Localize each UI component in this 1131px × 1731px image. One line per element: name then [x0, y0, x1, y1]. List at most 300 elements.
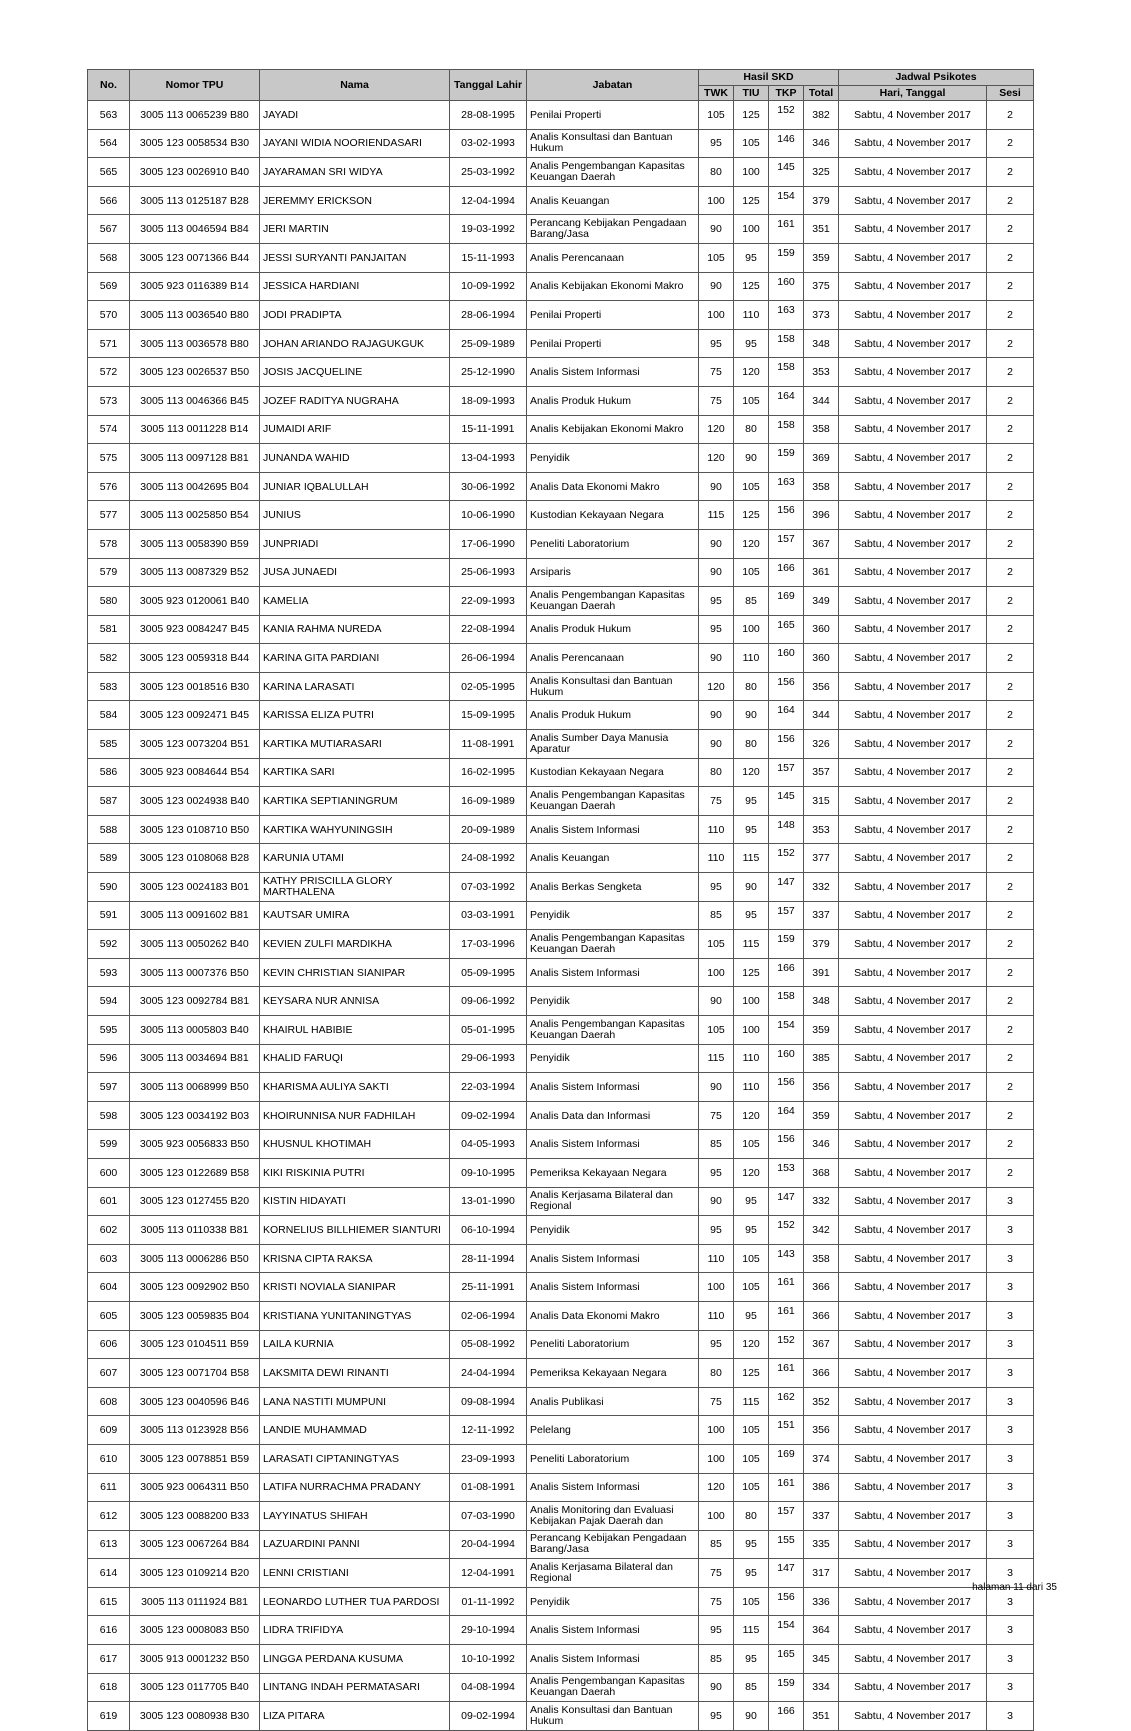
cell-jabatan: Penyidik: [527, 987, 699, 1016]
cell-total: 353: [804, 815, 839, 844]
cell-no: 601: [88, 1187, 130, 1216]
table-row: [88, 1473, 1034, 1502]
cell-hari-tanggal: Sabtu, 4 November 2017: [839, 1130, 987, 1159]
cell-tiu: 105: [734, 1444, 769, 1473]
cell-tiu: 85: [734, 587, 769, 616]
cell-tkp: 155: [769, 1530, 804, 1559]
cell-sesi: 2: [987, 930, 1034, 959]
cell-total: 335: [804, 1530, 839, 1559]
cell-hari-tanggal: Sabtu, 4 November 2017: [839, 243, 987, 272]
cell-nama: KEYSARA NUR ANNISA: [260, 987, 450, 1016]
cell-sesi: 2: [987, 101, 1034, 130]
cell-no: 574: [88, 415, 130, 444]
cell-twk: 75: [699, 1587, 734, 1616]
table-row: [88, 186, 1034, 215]
cell-nomor-tpu: 3005 123 0092784 B81: [130, 987, 260, 1016]
cell-no: 617: [88, 1645, 130, 1674]
cell-tkp: 152: [769, 101, 804, 130]
cell-sesi: 2: [987, 644, 1034, 673]
cell-sesi: 2: [987, 272, 1034, 301]
cell-tiu: 100: [734, 987, 769, 1016]
cell-nomor-tpu: 3005 113 0123928 B56: [130, 1416, 260, 1445]
cell-nomor-tpu: 3005 923 0084644 B54: [130, 758, 260, 787]
cell-tiu: 95: [734, 787, 769, 816]
cell-nomor-tpu: 3005 123 0127455 B20: [130, 1187, 260, 1216]
cell-jabatan: Analis Konsultasi dan Bantuan Hukum: [527, 1702, 699, 1731]
cell-tiu: 115: [734, 1616, 769, 1645]
cell-no: 576: [88, 472, 130, 501]
cell-no: 587: [88, 787, 130, 816]
cell-tiu: 125: [734, 501, 769, 530]
cell-hari-tanggal: Sabtu, 4 November 2017: [839, 1673, 987, 1702]
cell-nama: JOZEF RADITYA NUGRAHA: [260, 386, 450, 415]
cell-no: 570: [88, 301, 130, 330]
cell-no: 588: [88, 815, 130, 844]
cell-no: 583: [88, 672, 130, 701]
cell-sesi: 2: [987, 243, 1034, 272]
cell-nomor-tpu: 3005 123 0067264 B84: [130, 1530, 260, 1559]
cell-hari-tanggal: Sabtu, 4 November 2017: [839, 1587, 987, 1616]
cell-nomor-tpu: 3005 123 0092902 B50: [130, 1273, 260, 1302]
cell-twk: 85: [699, 1645, 734, 1674]
cell-sesi: 2: [987, 501, 1034, 530]
cell-sesi: 2: [987, 1101, 1034, 1130]
cell-total: 374: [804, 1444, 839, 1473]
cell-nama: KATHY PRISCILLA GLORY MARTHALENA: [260, 873, 450, 902]
cell-sesi: 3: [987, 1530, 1034, 1559]
cell-tiu: 110: [734, 1044, 769, 1073]
cell-hari-tanggal: Sabtu, 4 November 2017: [839, 1416, 987, 1445]
cell-total: 326: [804, 730, 839, 759]
cell-sesi: 2: [987, 215, 1034, 244]
cell-tanggal-lahir: 12-04-1994: [450, 186, 527, 215]
cell-tanggal-lahir: 15-11-1993: [450, 243, 527, 272]
cell-nama: LEONARDO LUTHER TUA PARDOSI: [260, 1587, 450, 1616]
cell-nama: KISTIN HIDAYATI: [260, 1187, 450, 1216]
cell-twk: 120: [699, 1473, 734, 1502]
cell-twk: 75: [699, 1387, 734, 1416]
cell-nomor-tpu: 3005 113 0050262 B40: [130, 930, 260, 959]
cell-twk: 75: [699, 1101, 734, 1130]
cell-total: 342: [804, 1216, 839, 1245]
cell-no: 589: [88, 844, 130, 873]
cell-tkp: 161: [769, 1301, 804, 1330]
cell-twk: 95: [699, 1702, 734, 1731]
cell-total: 353: [804, 358, 839, 387]
cell-sesi: 2: [987, 730, 1034, 759]
table-row: [88, 1444, 1034, 1473]
header-tiu: TIU: [734, 86, 769, 101]
cell-nama: KIKI RISKINIA PUTRI: [260, 1158, 450, 1187]
cell-hari-tanggal: Sabtu, 4 November 2017: [839, 472, 987, 501]
cell-hari-tanggal: Sabtu, 4 November 2017: [839, 501, 987, 530]
cell-nomor-tpu: 3005 123 0088200 B33: [130, 1502, 260, 1531]
cell-sesi: 2: [987, 844, 1034, 873]
cell-total: 360: [804, 644, 839, 673]
cell-total: 357: [804, 758, 839, 787]
cell-twk: 100: [699, 301, 734, 330]
cell-total: 385: [804, 1044, 839, 1073]
cell-no: 618: [88, 1673, 130, 1702]
cell-hari-tanggal: Sabtu, 4 November 2017: [839, 1502, 987, 1531]
cell-tiu: 90: [734, 1702, 769, 1731]
cell-total: 366: [804, 1359, 839, 1388]
cell-jabatan: Analis Sistem Informasi: [527, 1073, 699, 1102]
cell-tanggal-lahir: 15-11-1991: [450, 415, 527, 444]
table-row: [88, 987, 1034, 1016]
cell-tanggal-lahir: 24-04-1994: [450, 1359, 527, 1388]
cell-jabatan: Analis Sistem Informasi: [527, 815, 699, 844]
cell-jabatan: Analis Monitoring dan Evaluasi Kebijakan Pajak Daerah dan: [527, 1502, 699, 1531]
cell-sesi: 3: [987, 1273, 1034, 1302]
cell-tiu: 105: [734, 472, 769, 501]
cell-total: 351: [804, 1702, 839, 1731]
cell-hari-tanggal: Sabtu, 4 November 2017: [839, 558, 987, 587]
cell-nomor-tpu: 3005 123 0078851 B59: [130, 1444, 260, 1473]
cell-no: 568: [88, 243, 130, 272]
cell-nama: LAILA KURNIA: [260, 1330, 450, 1359]
cell-sesi: 3: [987, 1673, 1034, 1702]
cell-tanggal-lahir: 04-08-1994: [450, 1673, 527, 1702]
cell-tiu: 100: [734, 158, 769, 187]
cell-nama: KEVIEN ZULFI MARDIKHA: [260, 930, 450, 959]
cell-tanggal-lahir: 05-01-1995: [450, 1016, 527, 1045]
cell-nomor-tpu: 3005 123 0008083 B50: [130, 1616, 260, 1645]
cell-tkp: 164: [769, 701, 804, 730]
cell-nama: LINTANG INDAH PERMATASARI: [260, 1673, 450, 1702]
cell-total: 344: [804, 386, 839, 415]
cell-twk: 75: [699, 358, 734, 387]
cell-total: 356: [804, 1073, 839, 1102]
cell-tkp: 152: [769, 1216, 804, 1245]
cell-sesi: 3: [987, 1416, 1034, 1445]
cell-total: 360: [804, 615, 839, 644]
cell-hari-tanggal: Sabtu, 4 November 2017: [839, 1158, 987, 1187]
cell-twk: 90: [699, 1187, 734, 1216]
cell-jabatan: Peneliti Laboratorium: [527, 1330, 699, 1359]
cell-total: 352: [804, 1387, 839, 1416]
cell-tiu: 115: [734, 844, 769, 873]
cell-tanggal-lahir: 24-08-1992: [450, 844, 527, 873]
cell-twk: 90: [699, 1673, 734, 1702]
cell-no: 592: [88, 930, 130, 959]
cell-hari-tanggal: Sabtu, 4 November 2017: [839, 1301, 987, 1330]
table-row: [88, 901, 1034, 930]
cell-twk: 90: [699, 272, 734, 301]
table-row: [88, 1502, 1034, 1531]
cell-hari-tanggal: Sabtu, 4 November 2017: [839, 730, 987, 759]
cell-no: 584: [88, 701, 130, 730]
cell-twk: 100: [699, 1444, 734, 1473]
cell-nama: JESSICA HARDIANI: [260, 272, 450, 301]
cell-tkp: 160: [769, 272, 804, 301]
cell-nama: JESSI SURYANTI PANJAITAN: [260, 243, 450, 272]
cell-sesi: 2: [987, 815, 1034, 844]
table-row: [88, 587, 1034, 616]
cell-tanggal-lahir: 17-03-1996: [450, 930, 527, 959]
cell-tanggal-lahir: 05-08-1992: [450, 1330, 527, 1359]
table-row: [88, 844, 1034, 873]
cell-tiu: 95: [734, 1530, 769, 1559]
cell-tkp: 158: [769, 358, 804, 387]
cell-jabatan: Kustodian Kekayaan Negara: [527, 501, 699, 530]
cell-twk: 90: [699, 215, 734, 244]
cell-total: 391: [804, 958, 839, 987]
cell-tkp: 158: [769, 329, 804, 358]
cell-tkp: 147: [769, 1559, 804, 1588]
cell-hari-tanggal: Sabtu, 4 November 2017: [839, 215, 987, 244]
cell-sesi: 2: [987, 1130, 1034, 1159]
cell-tanggal-lahir: 18-09-1993: [450, 386, 527, 415]
cell-nomor-tpu: 3005 123 0071366 B44: [130, 243, 260, 272]
cell-tkp: 160: [769, 1044, 804, 1073]
cell-total: 361: [804, 558, 839, 587]
cell-tanggal-lahir: 23-09-1993: [450, 1444, 527, 1473]
cell-tiu: 105: [734, 1587, 769, 1616]
cell-jabatan: Analis Pengembangan Kapasitas Keuangan Daerah: [527, 587, 699, 616]
cell-nama: KHOIRUNNISA NUR FADHILAH: [260, 1101, 450, 1130]
cell-tanggal-lahir: 25-03-1992: [450, 158, 527, 187]
cell-total: 315: [804, 787, 839, 816]
cell-jabatan: Analis Data dan Informasi: [527, 1101, 699, 1130]
cell-jabatan: Perancang Kebijakan Pengadaan Barang/Jasa: [527, 215, 699, 244]
cell-no: 581: [88, 615, 130, 644]
cell-tkp: 158: [769, 415, 804, 444]
cell-tkp: 159: [769, 930, 804, 959]
cell-jabatan: Analis Data Ekonomi Makro: [527, 1301, 699, 1330]
cell-sesi: 2: [987, 558, 1034, 587]
table-row: [88, 415, 1034, 444]
cell-tanggal-lahir: 12-04-1991: [450, 1559, 527, 1588]
cell-sesi: 2: [987, 1044, 1034, 1073]
cell-nomor-tpu: 3005 123 0026910 B40: [130, 158, 260, 187]
cell-nama: LAKSMITA DEWI RINANTI: [260, 1359, 450, 1388]
cell-tkp: 169: [769, 587, 804, 616]
cell-tanggal-lahir: 22-09-1993: [450, 587, 527, 616]
cell-hari-tanggal: Sabtu, 4 November 2017: [839, 1073, 987, 1102]
cell-tiu: 110: [734, 644, 769, 673]
cell-tiu: 90: [734, 873, 769, 902]
cell-twk: 120: [699, 415, 734, 444]
cell-total: 359: [804, 243, 839, 272]
cell-tiu: 95: [734, 1645, 769, 1674]
cell-no: 572: [88, 358, 130, 387]
cell-tanggal-lahir: 06-10-1994: [450, 1216, 527, 1245]
cell-twk: 105: [699, 930, 734, 959]
cell-twk: 95: [699, 587, 734, 616]
cell-no: 610: [88, 1444, 130, 1473]
cell-total: 368: [804, 1158, 839, 1187]
cell-nomor-tpu: 3005 123 0109214 B20: [130, 1559, 260, 1588]
cell-nomor-tpu: 3005 113 0011228 B14: [130, 415, 260, 444]
cell-twk: 90: [699, 987, 734, 1016]
table-row: [88, 101, 1034, 130]
cell-jabatan: Analis Sistem Informasi: [527, 358, 699, 387]
table-row: [88, 1387, 1034, 1416]
cell-sesi: 2: [987, 1158, 1034, 1187]
cell-jabatan: Penilai Properti: [527, 101, 699, 130]
cell-tiu: 100: [734, 215, 769, 244]
cell-no: 614: [88, 1559, 130, 1588]
cell-total: 386: [804, 1473, 839, 1502]
cell-no: 575: [88, 444, 130, 473]
cell-tanggal-lahir: 09-06-1992: [450, 987, 527, 1016]
page-footer: halaman 11 dari 35: [972, 1582, 1057, 1593]
cell-tkp: 166: [769, 958, 804, 987]
cell-nama: JUNIUS: [260, 501, 450, 530]
cell-no: 577: [88, 501, 130, 530]
cell-tkp: 169: [769, 1444, 804, 1473]
cell-jabatan: Analis Kerjasama Bilateral dan Regional: [527, 1187, 699, 1216]
table-row: [88, 1244, 1034, 1273]
cell-jabatan: Peneliti Laboratorium: [527, 1444, 699, 1473]
cell-no: 607: [88, 1359, 130, 1388]
cell-tiu: 115: [734, 1387, 769, 1416]
cell-jabatan: Analis Konsultasi dan Bantuan Hukum: [527, 129, 699, 158]
header-hasil-skd: Hasil SKD: [699, 70, 839, 86]
table-row: [88, 1273, 1034, 1302]
cell-twk: 110: [699, 844, 734, 873]
cell-jabatan: Analis Keuangan: [527, 186, 699, 215]
cell-nama: KAUTSAR UMIRA: [260, 901, 450, 930]
cell-nomor-tpu: 3005 113 0065239 B80: [130, 101, 260, 130]
cell-jabatan: Penilai Properti: [527, 329, 699, 358]
cell-hari-tanggal: Sabtu, 4 November 2017: [839, 129, 987, 158]
cell-no: 580: [88, 587, 130, 616]
cell-hari-tanggal: Sabtu, 4 November 2017: [839, 1559, 987, 1588]
cell-twk: 100: [699, 1273, 734, 1302]
table-row: [88, 501, 1034, 530]
cell-twk: 80: [699, 758, 734, 787]
cell-tkp: 163: [769, 301, 804, 330]
cell-tkp: 159: [769, 1673, 804, 1702]
cell-no: 563: [88, 101, 130, 130]
cell-tiu: 120: [734, 358, 769, 387]
cell-tanggal-lahir: 07-03-1990: [450, 1502, 527, 1531]
cell-twk: 100: [699, 1502, 734, 1531]
cell-hari-tanggal: Sabtu, 4 November 2017: [839, 1044, 987, 1073]
cell-tiu: 110: [734, 301, 769, 330]
table-body: [88, 101, 1034, 1731]
cell-no: 585: [88, 730, 130, 759]
cell-hari-tanggal: Sabtu, 4 November 2017: [839, 958, 987, 987]
cell-twk: 85: [699, 1530, 734, 1559]
cell-jabatan: Analis Pengembangan Kapasitas Keuangan Daerah: [527, 787, 699, 816]
cell-jabatan: Arsiparis: [527, 558, 699, 587]
cell-tanggal-lahir: 28-06-1994: [450, 301, 527, 330]
cell-nama: KARUNIA UTAMI: [260, 844, 450, 873]
table-row: [88, 701, 1034, 730]
cell-nomor-tpu: 3005 923 0064311 B50: [130, 1473, 260, 1502]
cell-sesi: 3: [987, 1387, 1034, 1416]
cell-hari-tanggal: Sabtu, 4 November 2017: [839, 701, 987, 730]
cell-tkp: 143: [769, 1244, 804, 1273]
table-row: [88, 930, 1034, 959]
cell-sesi: 2: [987, 158, 1034, 187]
table-row: [88, 129, 1034, 158]
cell-nama: KAMELIA: [260, 587, 450, 616]
cell-nama: LANDIE MUHAMMAD: [260, 1416, 450, 1445]
cell-tkp: 156: [769, 1130, 804, 1159]
cell-tiu: 95: [734, 329, 769, 358]
cell-jabatan: Pelelang: [527, 1416, 699, 1445]
cell-tanggal-lahir: 19-03-1992: [450, 215, 527, 244]
cell-nomor-tpu: 3005 123 0034192 B03: [130, 1101, 260, 1130]
header-hari-tanggal: Hari, Tanggal: [839, 86, 987, 101]
table-row: [88, 615, 1034, 644]
cell-total: 377: [804, 844, 839, 873]
cell-tkp: 145: [769, 158, 804, 187]
cell-hari-tanggal: Sabtu, 4 November 2017: [839, 815, 987, 844]
table-row: [88, 644, 1034, 673]
cell-nama: KRISTI NOVIALA SIANIPAR: [260, 1273, 450, 1302]
cell-jabatan: Penyidik: [527, 1216, 699, 1245]
cell-tiu: 105: [734, 1416, 769, 1445]
cell-twk: 100: [699, 186, 734, 215]
cell-jabatan: Peneliti Laboratorium: [527, 529, 699, 558]
cell-tiu: 85: [734, 1673, 769, 1702]
header-jadwal-psikotes: Jadwal Psikotes: [839, 70, 1034, 86]
cell-nama: KHARISMA AULIYA SAKTI: [260, 1073, 450, 1102]
cell-nomor-tpu: 3005 113 0005803 B40: [130, 1016, 260, 1045]
cell-twk: 105: [699, 1016, 734, 1045]
table-header: [88, 70, 1034, 101]
cell-tiu: 105: [734, 1473, 769, 1502]
cell-no: 591: [88, 901, 130, 930]
cell-nama: JUNIAR IQBALULLAH: [260, 472, 450, 501]
cell-jabatan: Penyidik: [527, 1044, 699, 1073]
cell-nama: KARINA LARASATI: [260, 672, 450, 701]
cell-hari-tanggal: Sabtu, 4 November 2017: [839, 158, 987, 187]
cell-tiu: 105: [734, 558, 769, 587]
cell-twk: 90: [699, 558, 734, 587]
cell-total: 366: [804, 1301, 839, 1330]
cell-no: 608: [88, 1387, 130, 1416]
cell-sesi: 2: [987, 873, 1034, 902]
cell-sesi: 3: [987, 1587, 1034, 1616]
table-row: [88, 1702, 1034, 1731]
cell-no: 597: [88, 1073, 130, 1102]
cell-jabatan: Analis Sistem Informasi: [527, 1616, 699, 1645]
cell-tanggal-lahir: 13-01-1990: [450, 1187, 527, 1216]
cell-no: 567: [88, 215, 130, 244]
cell-sesi: 2: [987, 1073, 1034, 1102]
cell-hari-tanggal: Sabtu, 4 November 2017: [839, 1101, 987, 1130]
cell-tkp: 158: [769, 987, 804, 1016]
cell-jabatan: Analis Kerjasama Bilateral dan Regional: [527, 1559, 699, 1588]
cell-nama: KEVIN CHRISTIAN SIANIPAR: [260, 958, 450, 987]
cell-total: 337: [804, 1502, 839, 1531]
cell-tkp: 159: [769, 243, 804, 272]
cell-total: 359: [804, 1016, 839, 1045]
cell-twk: 110: [699, 1301, 734, 1330]
cell-total: 359: [804, 1101, 839, 1130]
cell-tkp: 166: [769, 1702, 804, 1731]
cell-tanggal-lahir: 22-03-1994: [450, 1073, 527, 1102]
cell-nama: KHAIRUL HABIBIE: [260, 1016, 450, 1045]
cell-total: 375: [804, 272, 839, 301]
cell-hari-tanggal: Sabtu, 4 November 2017: [839, 901, 987, 930]
table-row: [88, 1073, 1034, 1102]
cell-tkp: 152: [769, 844, 804, 873]
table-row: [88, 672, 1034, 701]
cell-jabatan: Analis Produk Hukum: [527, 615, 699, 644]
cell-nama: JUNANDA WAHID: [260, 444, 450, 473]
table-row: [88, 758, 1034, 787]
cell-jabatan: Penyidik: [527, 1587, 699, 1616]
table-row: [88, 1301, 1034, 1330]
cell-hari-tanggal: Sabtu, 4 November 2017: [839, 186, 987, 215]
